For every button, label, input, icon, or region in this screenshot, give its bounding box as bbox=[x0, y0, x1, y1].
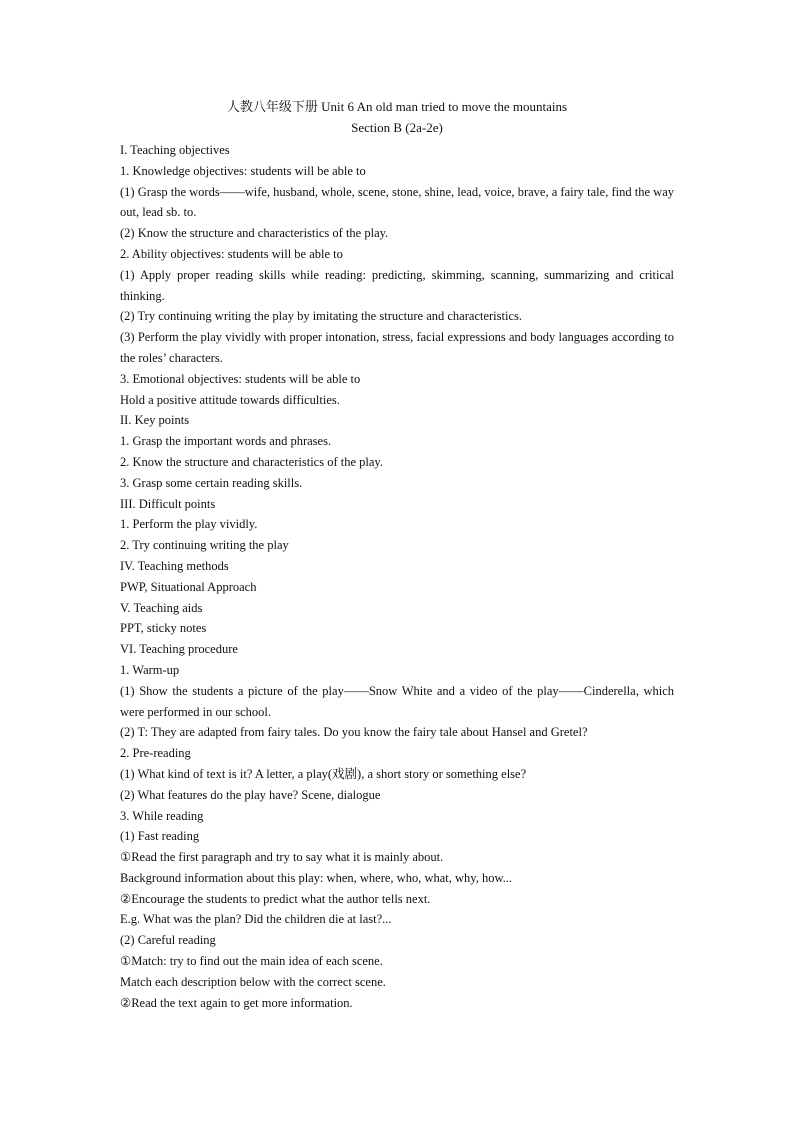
difficult-point-1: 1. Perform the play vividly. bbox=[120, 517, 258, 532]
careful-reading-item-2: ②Read the text again to get more information. bbox=[120, 995, 353, 1010]
emotional-item: Hold a positive attitude towards difficulties. bbox=[120, 392, 340, 407]
emotional-objectives: 3. Emotional objectives: students will be able to bbox=[120, 371, 361, 386]
background-info: Background information about this play: when, where, who, what, why, how... bbox=[120, 870, 513, 885]
ability-item-1: (1) Apply proper reading skills while reading: predicting, skimming, scanning, summarizing and critical thinking. bbox=[120, 267, 674, 303]
warm-up: 1. Warm-up bbox=[120, 662, 180, 677]
teaching-aids-text: PPT, sticky notes bbox=[120, 621, 207, 636]
ability-item-2: (2) Try continuing writing the play by imitating the structure and characteristics. bbox=[120, 309, 522, 324]
fast-reading-item-2: ②Encourage the students to predict what the author tells next. bbox=[120, 891, 431, 906]
document-subtitle: Section B (2a-2e) bbox=[351, 120, 443, 135]
match-instruction: Match each description below with the correct scene. bbox=[120, 974, 386, 989]
heading-teaching-aids: V. Teaching aids bbox=[120, 600, 203, 615]
careful-reading-item-1: ①Match: try to find out the main idea of each scene. bbox=[120, 954, 383, 969]
pre-reading-item-2: (2) What features do the play have? Scene, dialogue bbox=[120, 787, 381, 802]
warm-up-item-1: (1) Show the students a picture of the play——Snow White and a video of the play——Cinderella, which were performed in our school. bbox=[120, 683, 674, 719]
key-point-1: 1. Grasp the important words and phrases. bbox=[120, 434, 332, 449]
ability-objectives: 2. Ability objectives: students will be able to bbox=[120, 246, 343, 261]
key-point-3: 3. Grasp some certain reading skills. bbox=[120, 475, 303, 490]
warm-up-item-2: (2) T: They are adapted from fairy tales. Do you know the fairy tale about Hansel and Gretel? bbox=[120, 725, 588, 740]
heading-key-points: II. Key points bbox=[120, 413, 190, 428]
pre-reading: 2. Pre-reading bbox=[120, 746, 191, 761]
difficult-point-2: 2. Try continuing writing the play bbox=[120, 538, 289, 553]
careful-reading: (2) Careful reading bbox=[120, 933, 216, 948]
pre-reading-item-1: (1) What kind of text is it? A letter, a play(戏剧), a short story or something else? bbox=[120, 766, 527, 781]
heading-teaching-procedure: VI. Teaching procedure bbox=[120, 642, 238, 657]
document-title: 人教八年级下册 Unit 6 An old man tried to move the mountains bbox=[226, 99, 568, 114]
heading-teaching-objectives: I. Teaching objectives bbox=[120, 143, 230, 157]
while-reading: 3. While reading bbox=[120, 808, 204, 823]
teaching-methods-text: PWP, Situational Approach bbox=[120, 579, 257, 594]
fast-reading: (1) Fast reading bbox=[120, 829, 200, 844]
knowledge-item-2: (2) Know the structure and characteristics of the play. bbox=[120, 226, 389, 241]
fast-reading-item-1: ①Read the first paragraph and try to say what it is mainly about. bbox=[120, 850, 444, 865]
knowledge-item-1: (1) Grasp the words——wife, husband, whole, scene, stone, shine, lead, voice, brave, a fairy tale, find the way out, lead sb. to. bbox=[120, 184, 674, 220]
document-body bbox=[120, 140, 674, 1013]
heading-teaching-methods: IV. Teaching methods bbox=[120, 558, 229, 573]
key-point-2: 2. Know the structure and characteristics of the play. bbox=[120, 454, 383, 469]
knowledge-objectives: 1. Knowledge objectives: students will be able to bbox=[120, 163, 366, 178]
heading-difficult-points: III. Difficult points bbox=[120, 496, 216, 511]
example-questions: E.g. What was the plan? Did the children die at last?... bbox=[120, 912, 392, 927]
ability-item-3: (3) Perform the play vividly with proper intonation, stress, facial expressions and body languages according to the roles’ characters. bbox=[120, 330, 674, 365]
